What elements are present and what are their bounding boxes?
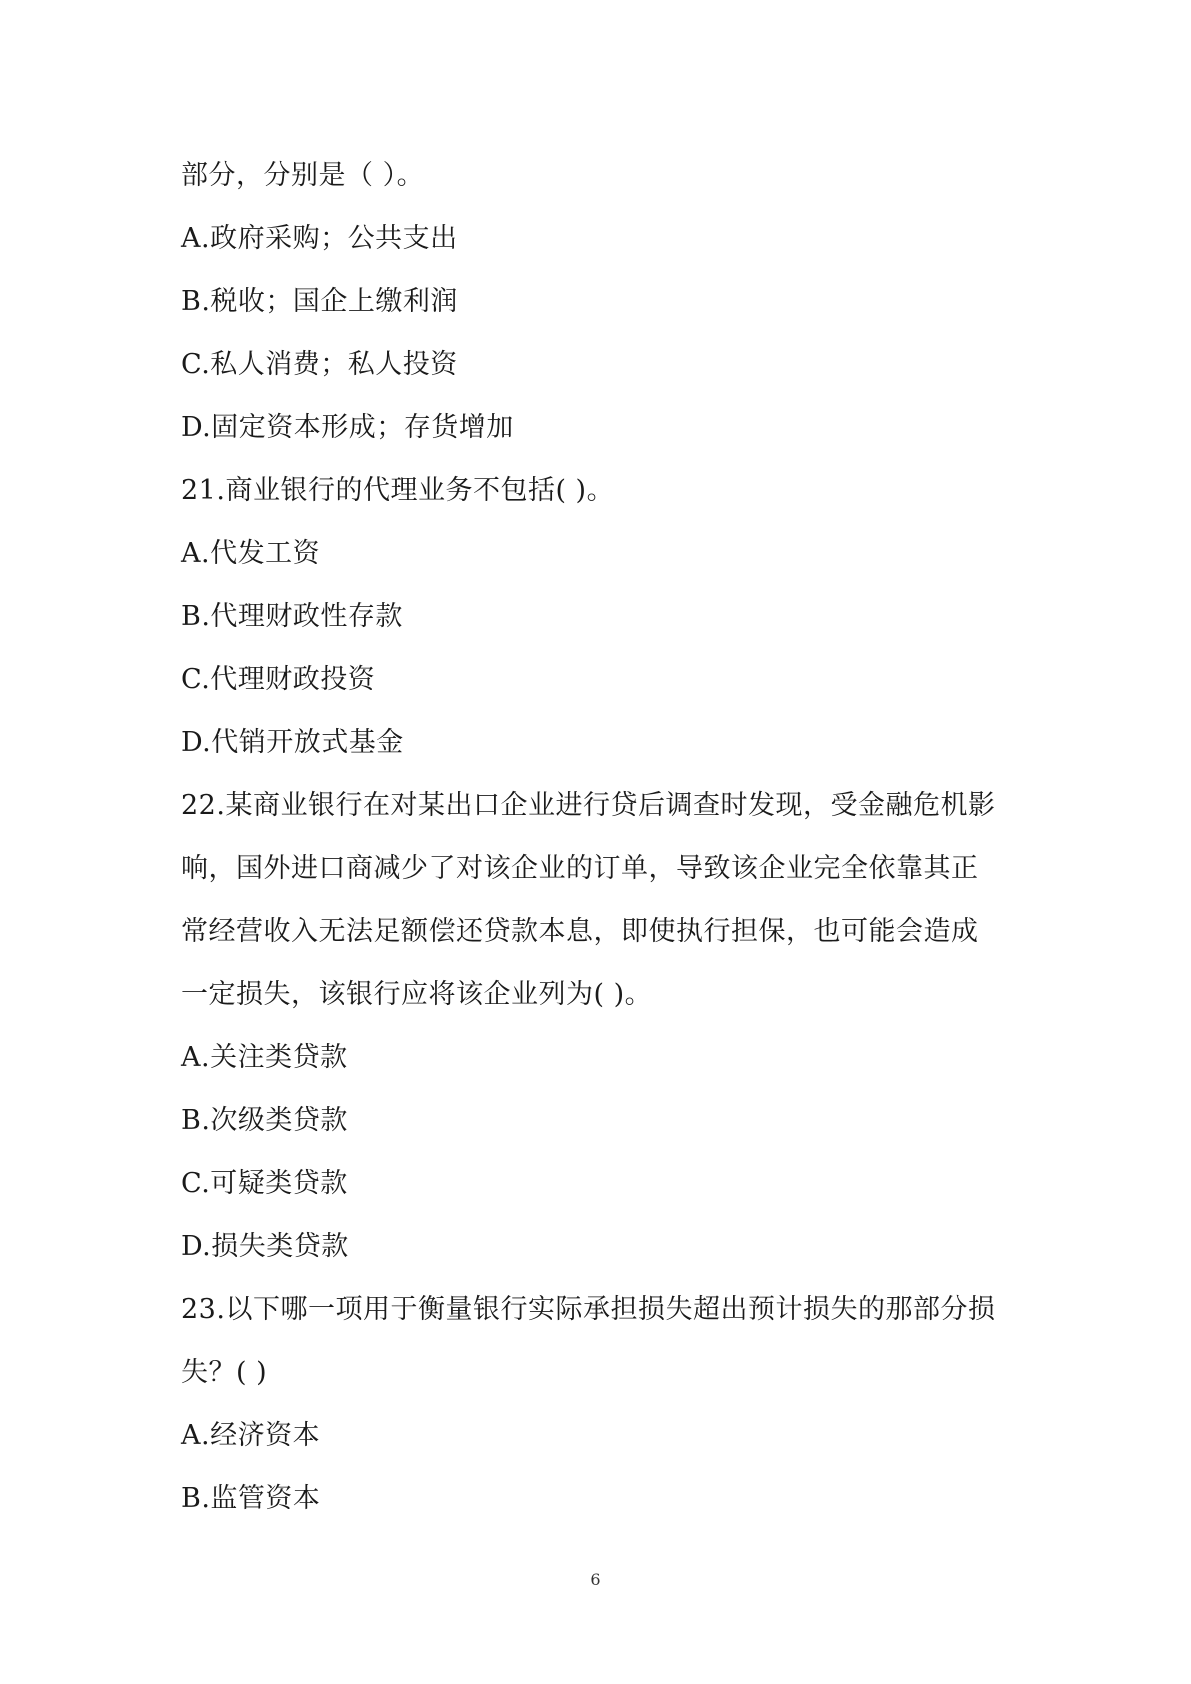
question-22-continued: 常经营收入无法足额偿还贷款本息，即使执行担保，也可能会造成 bbox=[181, 916, 979, 947]
option-line: B.次级类贷款 bbox=[181, 1105, 348, 1136]
page-content bbox=[181, 144, 1021, 1530]
question-23: 23.以下哪一项用于衡量银行实际承担损失超出预计损失的那部分损 bbox=[181, 1294, 996, 1325]
option-line: D.固定资本形成；存货增加 bbox=[181, 412, 514, 443]
option-line: B.监管资本 bbox=[181, 1483, 321, 1514]
text-line: 部分，分别是（ ）。 bbox=[181, 160, 425, 191]
question-22-continued: 一定损失，该银行应将该企业列为( )。 bbox=[181, 979, 653, 1010]
option-line: A.经济资本 bbox=[181, 1420, 321, 1451]
page-number: 6 bbox=[590, 1570, 601, 1589]
option-line: A.关注类贷款 bbox=[181, 1042, 348, 1073]
question-22: 22.某商业银行在对某出口企业进行贷后调查时发现，受金融危机影 bbox=[181, 790, 996, 821]
question-22-continued: 响，国外进口商减少了对该企业的订单，导致该企业完全依靠其正 bbox=[181, 853, 979, 884]
option-line: C.可疑类贷款 bbox=[181, 1168, 348, 1199]
option-line: C.代理财政投资 bbox=[181, 664, 376, 695]
question-21: 21.商业银行的代理业务不包括( )。 bbox=[181, 475, 615, 506]
question-23-continued: 失？( ) bbox=[181, 1357, 268, 1388]
option-line: B.代理财政性存款 bbox=[181, 601, 403, 632]
option-line: A.代发工资 bbox=[181, 538, 321, 569]
option-line: A.政府采购；公共支出 bbox=[181, 223, 458, 254]
option-line: C.私人消费；私人投资 bbox=[181, 349, 458, 380]
option-line: D.损失类贷款 bbox=[181, 1231, 349, 1262]
option-line: D.代销开放式基金 bbox=[181, 727, 404, 758]
option-line: B.税收；国企上缴利润 bbox=[181, 286, 458, 317]
